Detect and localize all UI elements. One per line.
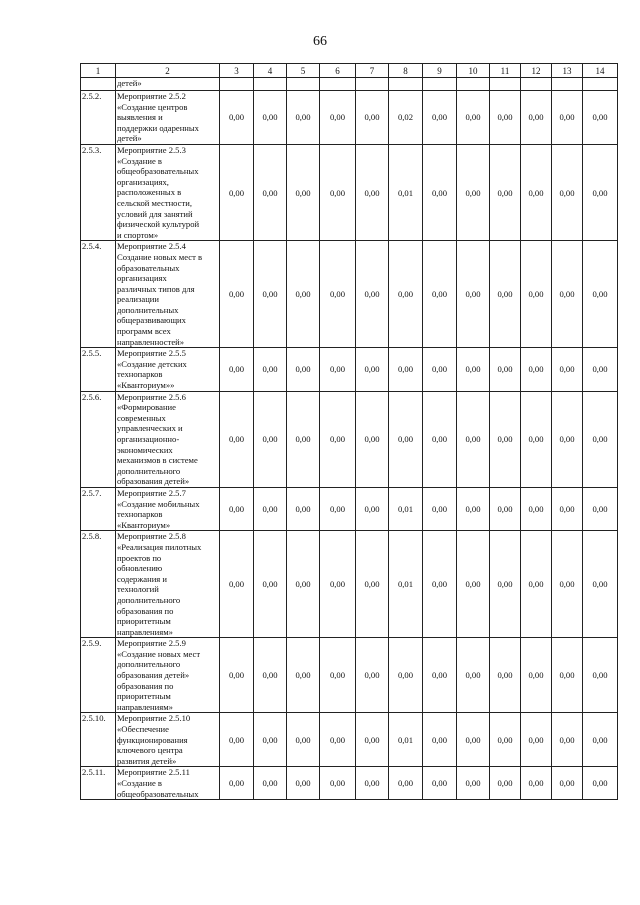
value-cell: 0,00 [254,144,287,240]
value-cell: 0,00 [583,91,618,145]
value-cell: 0,00 [423,767,457,800]
row-number: 2.5.9. [81,638,116,713]
value-cell: 0,00 [389,638,423,713]
empty-cell [356,78,389,91]
value-cell: 0,00 [521,767,552,800]
value-cell: 0,00 [457,713,490,767]
value-cell: 0,00 [320,767,356,800]
value-cell: 0,00 [521,144,552,240]
activity-name: Мероприятие 2.5.3 «Создание в общеобразовательных организациях, расположенных в сельской местности, условий для занятий физической культурой и спортом» [116,144,220,240]
value-cell: 0,00 [220,91,254,145]
table-row [81,144,618,240]
row-number: 2.5.8. [81,531,116,638]
header-cell: 11 [490,64,521,78]
header-cell: 4 [254,64,287,78]
value-cell: 0,00 [287,638,320,713]
value-cell: 0,00 [583,531,618,638]
value-cell: 0,00 [220,348,254,391]
value-cell: 0,00 [423,487,457,530]
value-cell: 0,00 [287,241,320,348]
value-cell: 0,00 [287,144,320,240]
value-cell: 0,00 [356,391,389,487]
table-row [81,91,618,145]
value-cell: 0,00 [320,144,356,240]
activity-name: Мероприятие 2.5.9 «Создание новых мест дополнительного образования детей» образования по приоритетным направлениям» [116,638,220,713]
header-cell: 6 [320,64,356,78]
value-cell: 0,00 [320,91,356,145]
table-row [81,713,618,767]
value-cell: 0,00 [457,638,490,713]
value-cell: 0,00 [287,348,320,391]
row-number: 2.5.6. [81,391,116,487]
value-cell: 0,01 [389,144,423,240]
header-cell: 9 [423,64,457,78]
empty-cell [490,78,521,91]
empty-cell [521,78,552,91]
value-cell: 0,00 [220,241,254,348]
value-cell: 0,00 [521,391,552,487]
header-cell: 13 [552,64,583,78]
value-cell: 0,00 [254,391,287,487]
activity-name: Мероприятие 2.5.4 Создание новых мест в образовательных организациях различных типов для реализации дополнительных общеразвивающих программ всех направленностей» [116,241,220,348]
value-cell: 0,00 [254,91,287,145]
table-row [81,348,618,391]
table-row [81,531,618,638]
empty-cell [254,78,287,91]
row-number: 2.5.11. [81,767,116,800]
value-cell: 0,00 [220,144,254,240]
empty-cell [389,78,423,91]
value-cell: 0,00 [457,767,490,800]
header-cell: 3 [220,64,254,78]
value-cell: 0,00 [254,348,287,391]
value-cell: 0,00 [490,348,521,391]
value-cell: 0,00 [320,241,356,348]
value-cell: 0,00 [320,713,356,767]
value-cell: 0,00 [552,391,583,487]
value-cell: 0,00 [552,487,583,530]
value-cell: 0,00 [490,241,521,348]
value-cell: 0,00 [552,348,583,391]
value-cell: 0,00 [356,348,389,391]
value-cell: 0,00 [254,767,287,800]
activity-name: Мероприятие 2.5.2 «Создание центров выявления и поддержки одаренных детей» [116,91,220,145]
continuation-num-cell [81,78,116,91]
value-cell: 0,00 [521,241,552,348]
value-cell: 0,00 [490,767,521,800]
table-row [81,241,618,348]
value-cell: 0,00 [490,487,521,530]
value-cell: 0,00 [583,241,618,348]
budget-table [80,63,618,800]
value-cell: 0,00 [389,241,423,348]
value-cell: 0,00 [490,531,521,638]
value-cell: 0,00 [254,638,287,713]
value-cell: 0,00 [457,241,490,348]
value-cell: 0,00 [356,144,389,240]
value-cell: 0,00 [457,531,490,638]
value-cell: 0,00 [583,487,618,530]
empty-cell [583,78,618,91]
value-cell: 0,02 [389,91,423,145]
continuation-row [81,78,618,91]
value-cell: 0,00 [320,531,356,638]
header-cell: 7 [356,64,389,78]
value-cell: 0,00 [423,144,457,240]
empty-cell [320,78,356,91]
table-row [81,487,618,530]
value-cell: 0,00 [287,487,320,530]
value-cell: 0,00 [254,241,287,348]
value-cell: 0,00 [552,241,583,348]
value-cell: 0,00 [320,348,356,391]
value-cell: 0,00 [457,391,490,487]
value-cell: 0,00 [287,767,320,800]
value-cell: 0,00 [356,487,389,530]
value-cell: 0,00 [552,638,583,713]
value-cell: 0,00 [254,487,287,530]
value-cell: 0,00 [423,391,457,487]
empty-cell [423,78,457,91]
header-cell: 1 [81,64,116,78]
value-cell: 0,01 [389,487,423,530]
empty-cell [220,78,254,91]
row-number: 2.5.7. [81,487,116,530]
value-cell: 0,00 [356,767,389,800]
value-cell: 0,00 [583,348,618,391]
value-cell: 0,00 [389,767,423,800]
value-cell: 0,00 [220,713,254,767]
value-cell: 0,00 [521,638,552,713]
value-cell: 0,00 [552,767,583,800]
value-cell: 0,00 [521,531,552,638]
value-cell: 0,00 [457,144,490,240]
value-cell: 0,00 [583,638,618,713]
value-cell: 0,00 [356,91,389,145]
value-cell: 0,00 [490,91,521,145]
header-cell: 10 [457,64,490,78]
header-row [81,64,618,78]
header-cell: 14 [583,64,618,78]
value-cell: 0,00 [552,144,583,240]
header-cell: 12 [521,64,552,78]
continuation-text: детей» [116,78,220,91]
value-cell: 0,00 [521,487,552,530]
value-cell: 0,00 [490,638,521,713]
value-cell: 0,00 [490,391,521,487]
row-number: 2.5.5. [81,348,116,391]
value-cell: 0,00 [320,638,356,713]
table-row [81,767,618,800]
activity-name: Мероприятие 2.5.7 «Создание мобильных технопарков «Кванториум» [116,487,220,530]
activity-name: Мероприятие 2.5.8 «Реализация пилотных проектов по обновлению содержания и технологий дополнительного образования по приоритетным направлениям» [116,531,220,638]
value-cell: 0,00 [287,713,320,767]
value-cell: 0,00 [583,391,618,487]
value-cell: 0,00 [254,713,287,767]
table-row [81,638,618,713]
value-cell: 0,00 [254,531,287,638]
activity-name: Мероприятие 2.5.10 «Обеспечение функционирования ключевого центра развития детей» [116,713,220,767]
value-cell: 0,00 [320,391,356,487]
value-cell: 0,00 [220,767,254,800]
value-cell: 0,00 [356,638,389,713]
value-cell: 0,00 [521,91,552,145]
value-cell: 0,00 [389,391,423,487]
activity-name: Мероприятие 2.5.6 «Формирование современных управленческих и организационно- экономических механизмов в системе дополнительного образования детей» [116,391,220,487]
value-cell: 0,00 [521,348,552,391]
value-cell: 0,00 [356,713,389,767]
value-cell: 0,00 [552,531,583,638]
value-cell: 0,00 [552,91,583,145]
row-number: 2.5.4. [81,241,116,348]
value-cell: 0,00 [423,91,457,145]
value-cell: 0,00 [287,91,320,145]
value-cell: 0,01 [389,531,423,638]
value-cell: 0,00 [356,241,389,348]
value-cell: 0,00 [490,713,521,767]
value-cell: 0,00 [457,487,490,530]
value-cell: 0,00 [583,713,618,767]
activity-name: Мероприятие 2.5.5 «Создание детских технопарков «Кванториум»» [116,348,220,391]
row-number: 2.5.10. [81,713,116,767]
row-number: 2.5.2. [81,91,116,145]
value-cell: 0,00 [356,531,389,638]
value-cell: 0,00 [423,531,457,638]
empty-cell [457,78,490,91]
value-cell: 0,00 [389,348,423,391]
page-number: 66 [313,34,327,49]
value-cell: 0,00 [457,91,490,145]
row-number: 2.5.3. [81,144,116,240]
value-cell: 0,00 [287,391,320,487]
value-cell: 0,00 [320,487,356,530]
value-cell: 0,00 [423,241,457,348]
header-cell: 5 [287,64,320,78]
table-row [81,391,618,487]
value-cell: 0,00 [220,391,254,487]
value-cell: 0,00 [521,713,552,767]
value-cell: 0,00 [490,144,521,240]
value-cell: 0,00 [220,531,254,638]
value-cell: 0,00 [220,487,254,530]
value-cell: 0,00 [583,144,618,240]
empty-cell [552,78,583,91]
value-cell: 0,01 [389,713,423,767]
value-cell: 0,00 [220,638,254,713]
value-cell: 0,00 [457,348,490,391]
value-cell: 0,00 [423,638,457,713]
empty-cell [287,78,320,91]
header-cell: 2 [116,64,220,78]
value-cell: 0,00 [423,713,457,767]
value-cell: 0,00 [423,348,457,391]
header-cell: 8 [389,64,423,78]
activity-name: Мероприятие 2.5.11 «Создание в общеобразовательных [116,767,220,800]
value-cell: 0,00 [552,713,583,767]
value-cell: 0,00 [287,531,320,638]
value-cell: 0,00 [583,767,618,800]
